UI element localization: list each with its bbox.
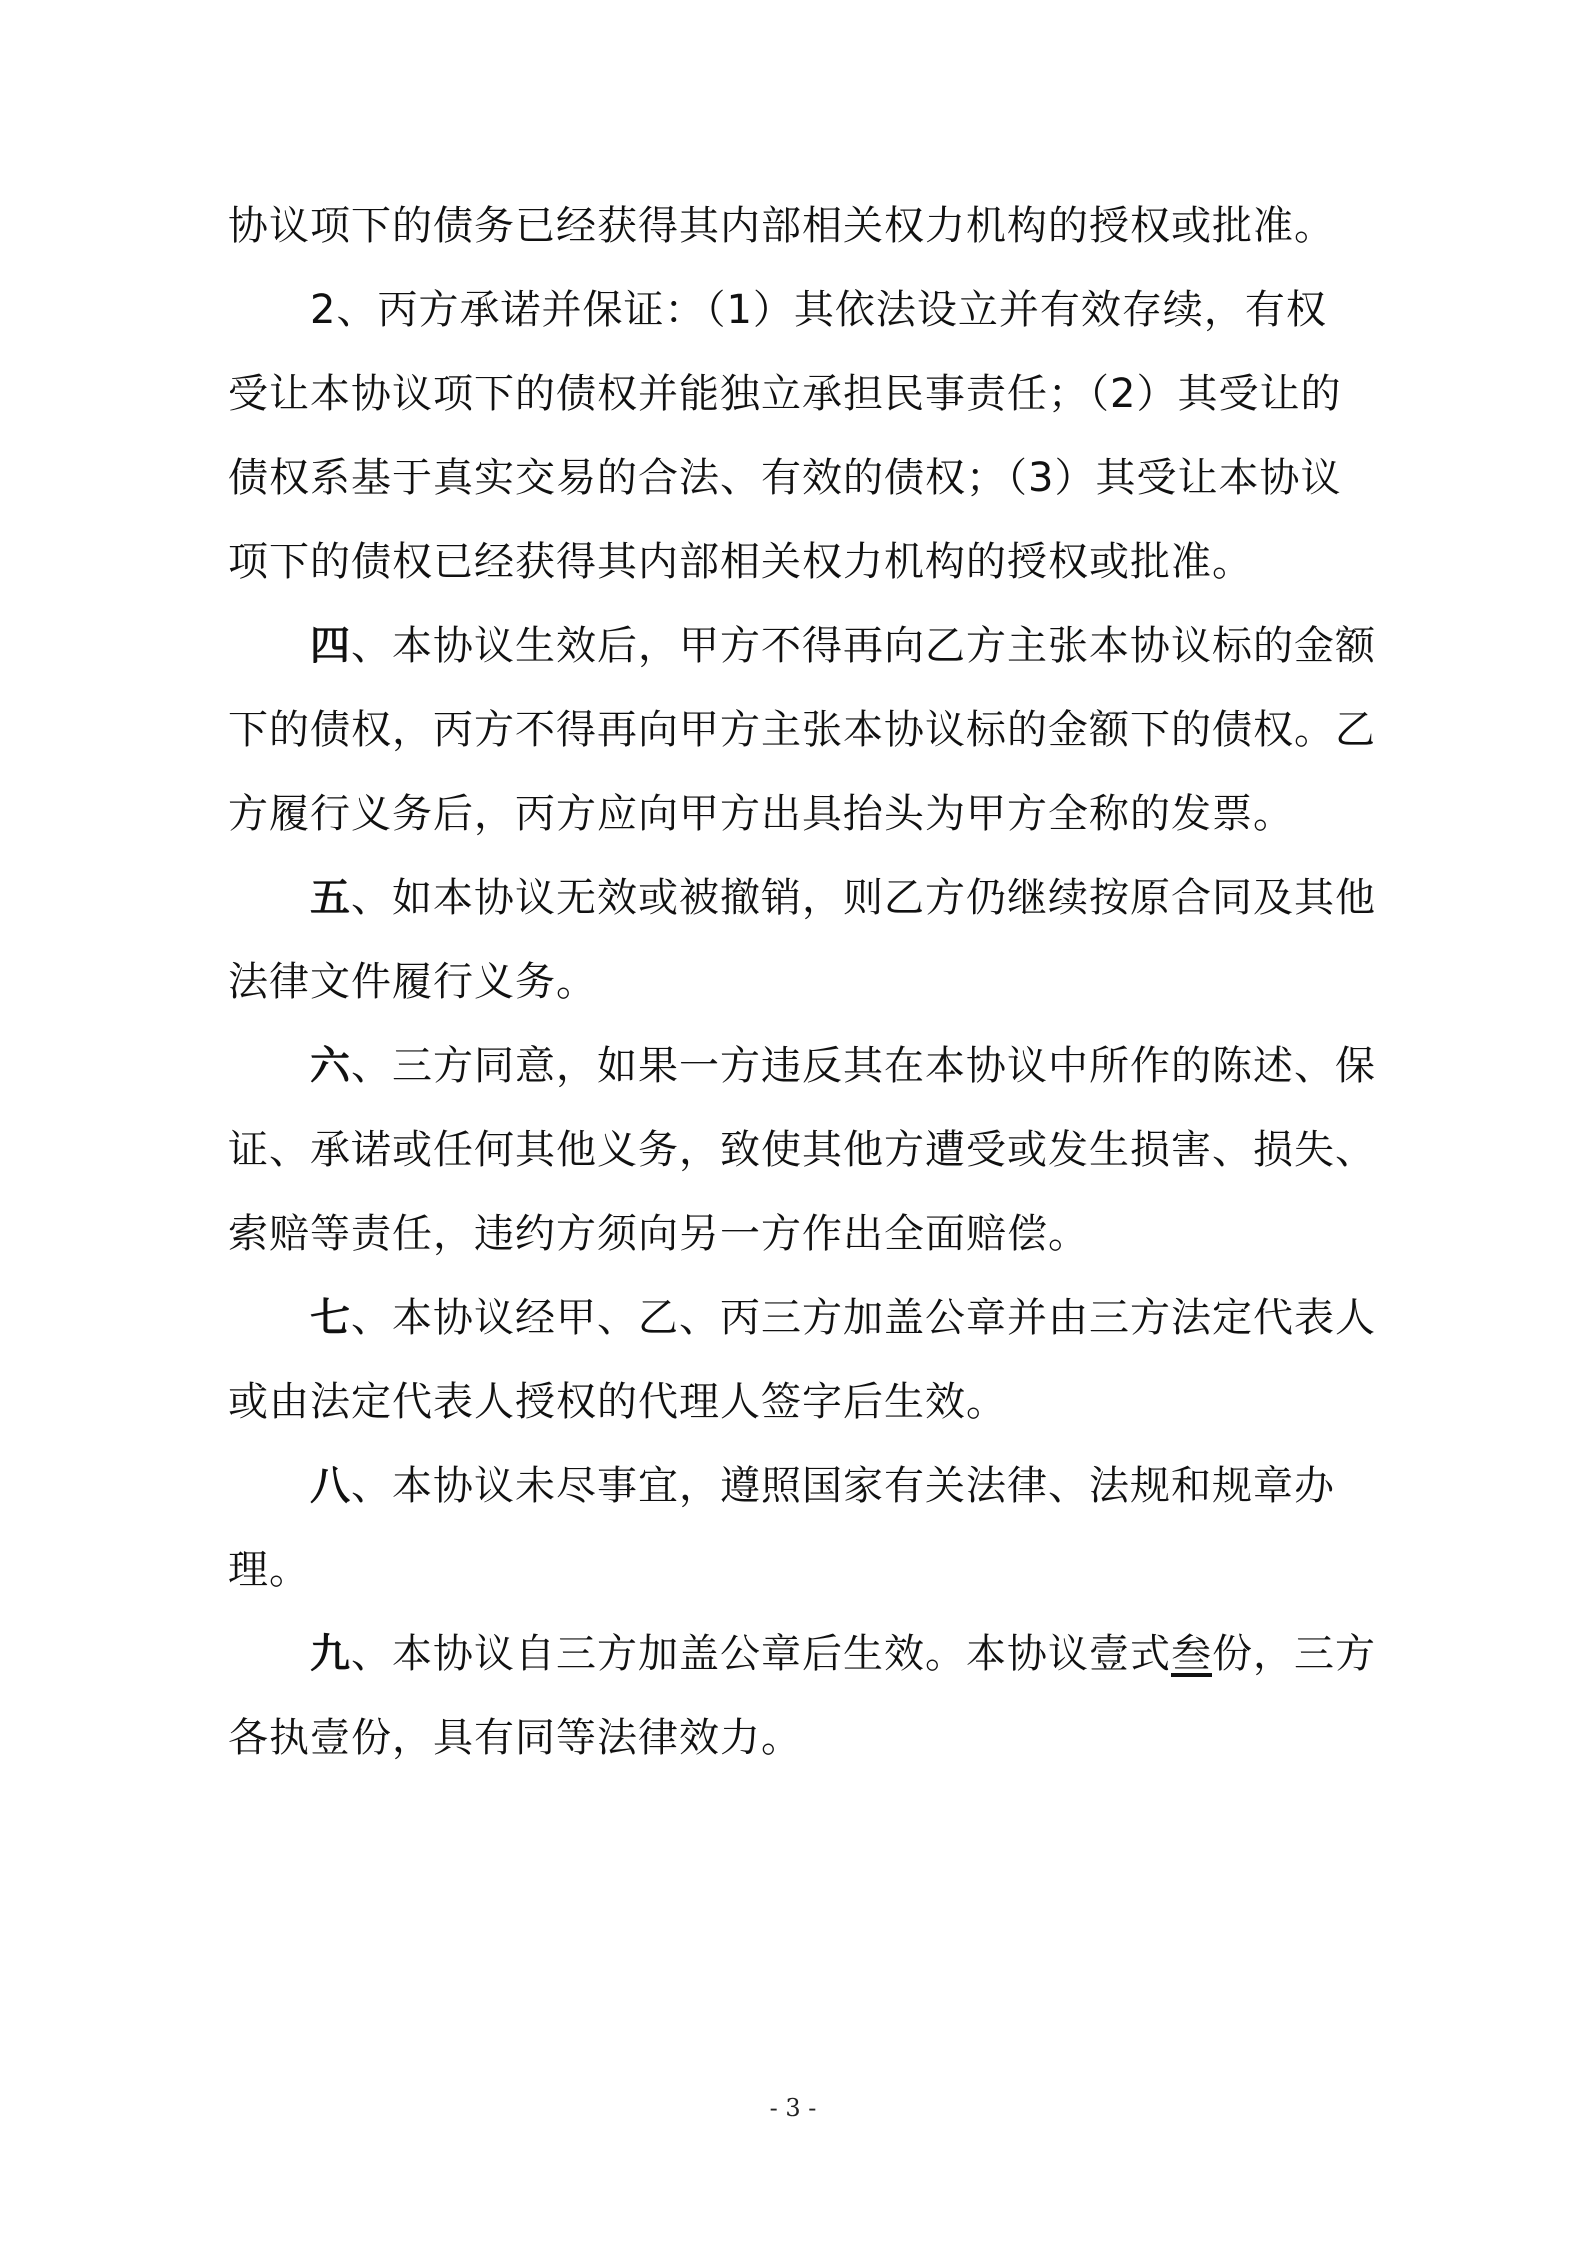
clause-number: 五	[310, 875, 351, 921]
text-line	[228, 448, 1341, 508]
clause-number: 九	[310, 1631, 351, 1677]
text-line	[228, 1708, 802, 1768]
line-text: 或由法定代表人授权的代理人签字后生效。	[228, 1379, 1007, 1425]
clause-number: 六	[310, 1043, 351, 1089]
line-text: 债权系基于真实交易的合法、有效的债权；（3）其受让本协议	[228, 455, 1342, 501]
line-text: 、本协议经甲、乙、丙三方加盖公章并由三方法定代表人	[351, 1295, 1376, 1341]
text-line	[310, 1456, 1335, 1516]
line-text: 项下的债权已经获得其内部相关权力机构的授权或批准。	[228, 539, 1253, 585]
text-line	[310, 1036, 1376, 1096]
clause-number: 四	[310, 623, 351, 669]
line-text: 协议项下的债务已经获得其内部相关权力机构的授权或批准。	[228, 203, 1335, 249]
clause-number: 七	[310, 1295, 351, 1341]
line-text: 理。	[228, 1547, 310, 1593]
text-line	[228, 1540, 310, 1600]
text-line	[228, 952, 597, 1012]
text-line	[310, 280, 1327, 340]
line-text: 、本协议未尽事宜，遵照国家有关法律、法规和规章办	[351, 1463, 1335, 1509]
line-text: 索赔等责任，违约方须向另一方作出全面赔偿。	[228, 1211, 1089, 1257]
text-line	[310, 616, 1376, 676]
text-line	[228, 532, 1253, 592]
text-line	[228, 700, 1376, 760]
line-text: 、本协议自三方加盖公章后生效。本协议壹式	[351, 1631, 1171, 1677]
page-number: - 3 -	[769, 2094, 817, 2122]
line-text-tail: 份，三方	[1212, 1631, 1376, 1677]
copies-count: 叁	[1171, 1631, 1212, 1677]
line-text: 下的债权，丙方不得再向甲方主张本协议标的金额下的债权。乙	[228, 707, 1376, 753]
line-text: 、本协议生效后，甲方不得再向乙方主张本协议标的金额	[351, 623, 1376, 669]
line-text: 2、丙方承诺并保证：（1）其依法设立并有效存续，有权	[310, 287, 1327, 333]
line-text: 方履行义务后，丙方应向甲方出具抬头为甲方全称的发票。	[228, 791, 1294, 837]
text-line	[310, 1288, 1376, 1348]
clause-number: 八	[310, 1463, 351, 1509]
text-line	[228, 196, 1335, 256]
text-line	[228, 1204, 1089, 1264]
text-line	[228, 1120, 1376, 1180]
line-text: 法律文件履行义务。	[228, 959, 597, 1005]
text-line	[228, 784, 1294, 844]
line-text: 、三方同意，如果一方违反其在本协议中所作的陈述、保	[351, 1043, 1376, 1089]
text-line	[228, 1372, 1007, 1432]
line-text: 受让本协议项下的债权并能独立承担民事责任；（2）其受让的	[228, 371, 1342, 417]
line-text: 各执壹份，具有同等法律效力。	[228, 1715, 802, 1761]
line-text: 证、承诺或任何其他义务，致使其他方遭受或发生损害、损失、	[228, 1127, 1376, 1173]
text-line	[310, 1624, 1376, 1684]
text-line	[310, 868, 1376, 928]
text-line	[228, 364, 1341, 424]
line-text: 、如本协议无效或被撤销，则乙方仍继续按原合同及其他	[351, 875, 1376, 921]
